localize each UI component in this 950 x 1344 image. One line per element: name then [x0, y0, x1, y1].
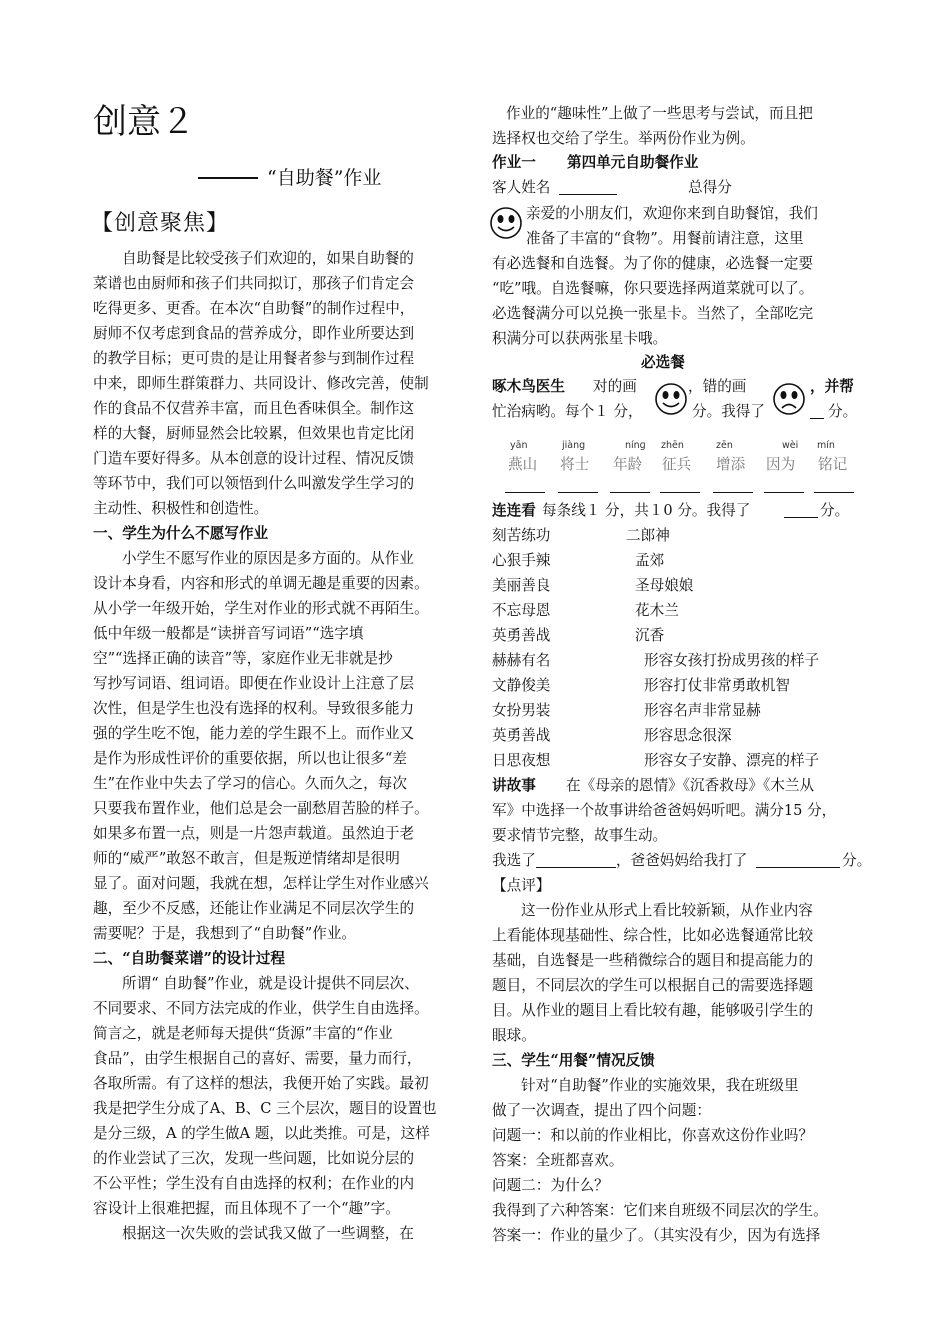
welcome-line: 必选餐满分可以兑换一张星卡。当然了，全部吃完 — [492, 305, 814, 322]
story-choice: 我选了 — [492, 852, 536, 869]
word: 征兵 — [662, 456, 692, 473]
word: 因为 — [766, 456, 796, 473]
match-left: 英勇善战 — [492, 727, 551, 744]
homework1-label: 作业一 — [492, 154, 536, 171]
match-left: 刻苦练功 — [492, 527, 551, 544]
welcome-line: 准备了丰富的“食物”。用餐前请注意，这里 — [526, 230, 804, 247]
match-left: 日思夜想 — [492, 752, 551, 769]
match-left: 美丽善良 — [492, 577, 551, 594]
match-right: 形容思念很深 — [644, 727, 732, 744]
homework1-title: 第四单元自助餐作业 — [567, 154, 699, 171]
woodpecker-instruction: 分。 — [828, 403, 858, 420]
pinyin: jiàng — [562, 440, 586, 451]
match-left: 不忘母恩 — [492, 602, 551, 619]
match-right: 形容女子安静、漂亮的样子 — [644, 752, 820, 769]
match-right: 形容名声非常显赫 — [644, 702, 761, 719]
story-choice: ，爸爸妈妈给我打了 — [616, 852, 748, 869]
answer-line — [558, 492, 598, 493]
section2-heading: 二、“自助餐菜谱”的设计过程 — [93, 950, 285, 967]
story-instruction: 在《母亲的恩情》《沉香救母》《木兰从 — [566, 777, 815, 794]
connect-instruction: 分。 — [820, 502, 850, 519]
match-left: 女扮男装 — [492, 702, 551, 719]
continued-line: 选择权也交给了学生。举两份作业为例。 — [492, 130, 755, 147]
match-right: 形容女孩打扮成男孩的样子 — [644, 652, 820, 669]
answer-line — [610, 492, 650, 493]
story-label: 讲故事 — [492, 777, 536, 794]
title-dash — [198, 177, 258, 179]
welcome-line: “吃”哦。自选餐嘛，你只要选择两道菜就可以了。 — [492, 280, 814, 297]
welcome-line: 有必选餐和自选餐。为了你的健康，必选餐一定要 — [492, 255, 814, 272]
answer-line — [764, 492, 804, 493]
smiley-face-icon — [654, 382, 688, 416]
section3-heading: 三、学生“用餐”情况反馈 — [492, 1052, 655, 1069]
sad-face-icon — [772, 382, 806, 416]
connect-instruction: 每条线１ 分，共１0 分。我得了 — [542, 502, 751, 519]
total-score-label: 总得分 — [688, 179, 732, 196]
answer-line — [814, 492, 854, 493]
answer-line — [713, 492, 753, 493]
woodpecker-instruction: 忙治病哟。每个１ 分， — [492, 403, 643, 420]
guest-name-label: 客人姓名 — [492, 179, 551, 196]
continued-line: 作业的“趣味性”上做了一些思考与尝试，而且把 — [506, 105, 813, 122]
word: 年龄 — [613, 456, 643, 473]
match-right: 二郎神 — [626, 527, 670, 544]
story-choice: 分。 — [842, 852, 872, 869]
pinyin: nínɡ — [625, 440, 646, 451]
word: 增添 — [716, 456, 746, 473]
smiley-face-icon — [489, 206, 523, 240]
pinyin: zēn — [716, 440, 733, 451]
match-right: 圣母娘娘 — [635, 577, 694, 594]
match-left: 赫赫有名 — [492, 652, 551, 669]
section1-heading: 一、学生为什么不愿写作业 — [93, 525, 269, 542]
match-right: 沉香 — [635, 627, 665, 644]
welcome-line: 亲爱的小朋友们，欢迎你来到自助餐馆，我们 — [526, 205, 818, 222]
page-subtitle: “自助餐”作业 — [267, 167, 382, 189]
story-score-blank — [756, 867, 840, 868]
required-meal-heading: 必选餐 — [641, 354, 685, 371]
page-title: 创意２ — [93, 102, 195, 142]
match-left: 心狠手辣 — [492, 552, 551, 569]
score-blank — [810, 418, 824, 419]
guest-name-blank — [559, 194, 617, 195]
match-right: 花木兰 — [635, 602, 679, 619]
pinyin: yān — [510, 440, 528, 451]
score-blank — [784, 517, 818, 518]
match-right: 形容打仗非常勇敢机智 — [644, 677, 790, 694]
focus-heading: 【创意聚焦】 — [91, 211, 230, 236]
word: 铭记 — [818, 456, 848, 473]
woodpecker-instruction: 对的画 — [593, 378, 637, 395]
story-instruction: 军》中选择一个故事讲给爸爸妈妈听吧。满分15 分， — [492, 802, 837, 819]
answer-line — [505, 492, 545, 493]
pinyin: wèi — [782, 440, 799, 451]
word: 燕山 — [508, 456, 538, 473]
review-heading: 【点评】 — [492, 877, 551, 894]
welcome-line: 积满分可以获两张星卡哦。 — [492, 330, 668, 347]
match-right: 孟郊 — [635, 552, 665, 569]
answer-line — [660, 492, 700, 493]
pinyin: mín — [817, 440, 835, 451]
woodpecker-instruction: ，错的画 — [688, 378, 747, 395]
woodpecker-label: 啄木鸟医生 — [492, 378, 565, 395]
match-left: 文静俊美 — [492, 677, 551, 694]
woodpecker-instruction: 分。我得了 — [692, 403, 765, 420]
pinyin: zhēn — [661, 440, 684, 451]
word: 将士 — [560, 456, 590, 473]
story-instruction: 要求情节完整，故事生动。 — [492, 827, 668, 844]
match-left: 英勇善战 — [492, 627, 551, 644]
woodpecker-instruction: ，并帮 — [810, 378, 854, 395]
connect-label: 连连看 — [492, 502, 536, 519]
story-choice-blank — [536, 867, 616, 868]
